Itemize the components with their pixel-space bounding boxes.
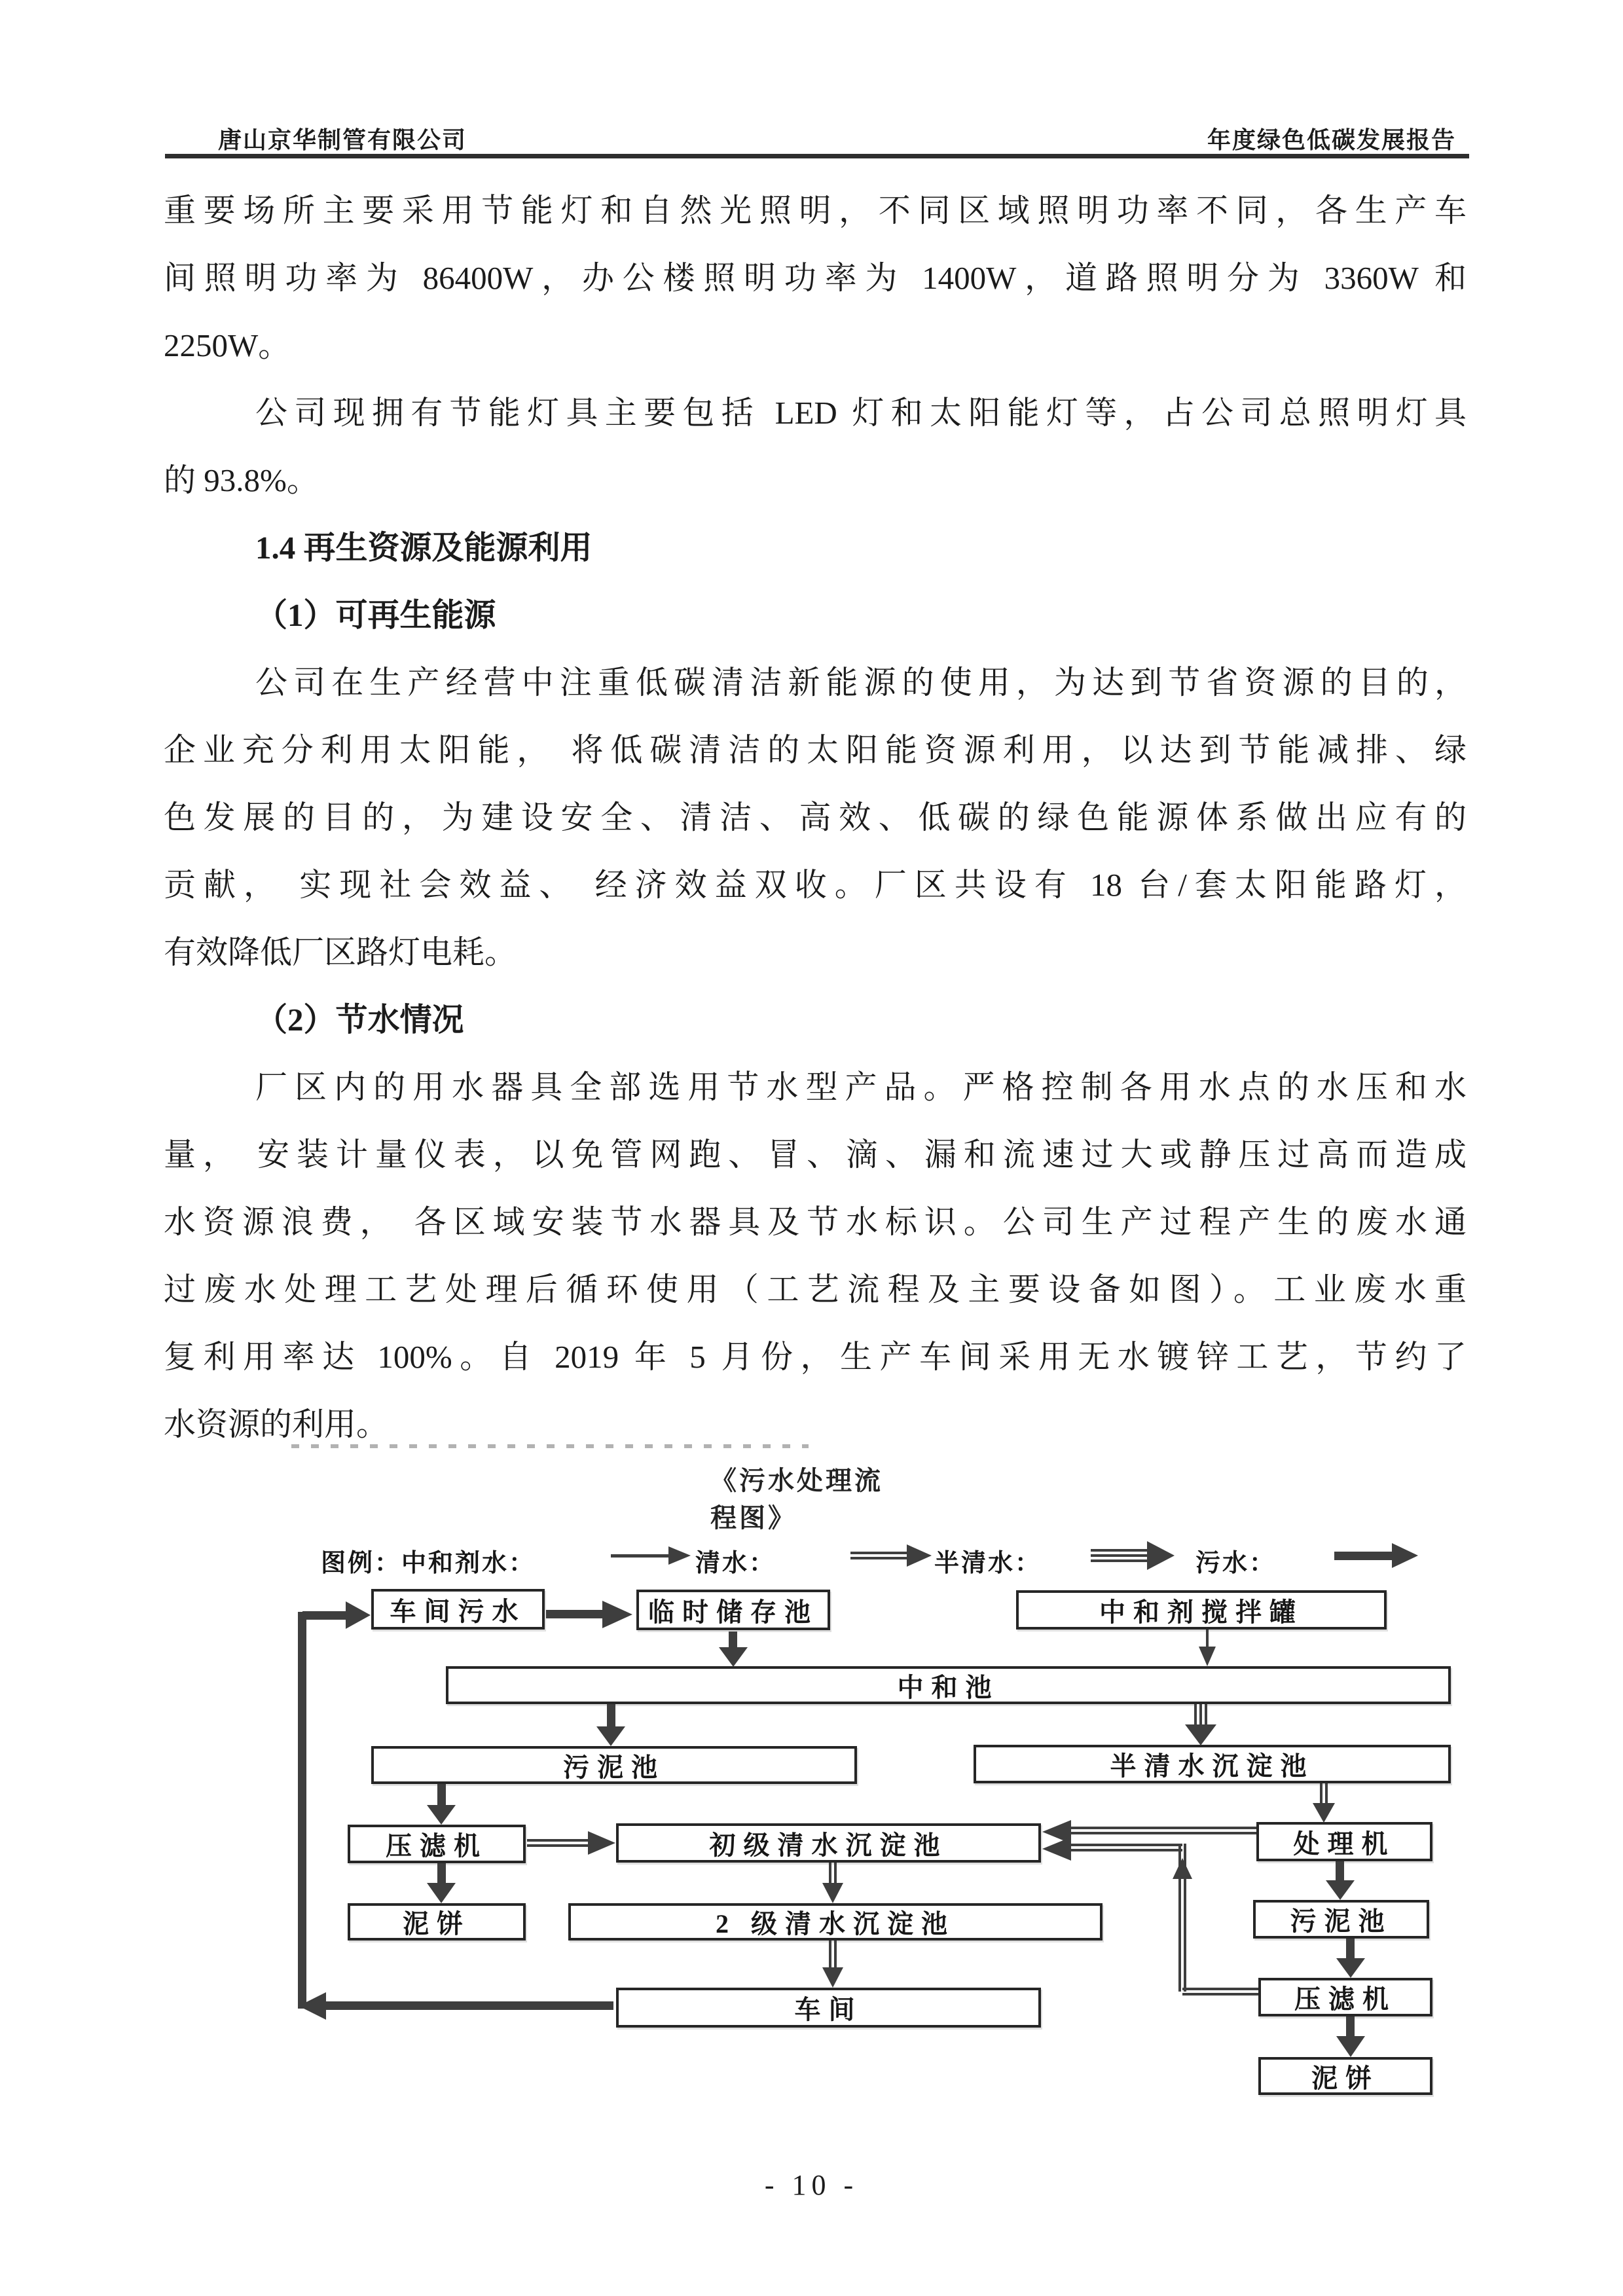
flow-arrow-press-to-mudcake-left xyxy=(427,1883,456,1903)
body-line: 量， 安装计量仪表，以免管网跑、冒、滴、漏和流速过大或静压过高而造成 xyxy=(164,1137,1467,1173)
legend-thin-arrow-icon xyxy=(611,1554,670,1558)
flow-arrow-secondary-to-workshop xyxy=(822,1967,843,1988)
legend-thin-arrow-icon xyxy=(668,1546,691,1565)
body-line: 复利用率达 100%。自 2019 年 5 月份，生产车间采用无水镀锌工艺，节约了 xyxy=(164,1339,1467,1375)
body-line: 厂区内的用水器具全部选用节水型产品。严格控制各用水点的水压和水 xyxy=(255,1069,1467,1105)
flow-box-semi-clear-sedimentation-pool: 半清水沉淀池 xyxy=(974,1745,1451,1783)
body-line: 色发展的目的，为建设安全、清洁、高效、低碳的绿色能源体系做出应有的 xyxy=(164,799,1467,835)
flow-box-secondary-clear-sedimentation-pool: 2 级清水沉淀池 xyxy=(568,1903,1103,1941)
flow-arrow-press-to-mudcake-left xyxy=(437,1863,446,1884)
flow-box-workshop: 车间 xyxy=(616,1988,1041,2028)
flow-arrow-storage-to-neutralization xyxy=(729,1631,737,1649)
body-line: 2250W。 xyxy=(164,327,291,363)
legend-double-arrow-icon xyxy=(850,1552,908,1559)
flow-arrow-press-to-mudcake-right xyxy=(1346,2016,1355,2037)
flow-box-sludge-pool-right: 污泥池 xyxy=(1253,1900,1429,1939)
body-line: 公司现拥有节能灯具主要包括 LED 灯和太阳能灯等，占公司总照明灯具 xyxy=(255,395,1467,431)
flow-arrow-pressright-to-primary xyxy=(1071,1844,1182,1851)
section-heading-1-4: 1.4 再生资源及能源利用 xyxy=(255,530,593,566)
flow-arrow-processor-to-primary xyxy=(1071,1827,1256,1834)
flow-arrow-pool-to-sludge xyxy=(607,1704,615,1728)
diagram-title: 《污水处理流程图》 xyxy=(710,1466,883,1533)
flow-arrow-pressright-to-primary xyxy=(1173,1858,1192,1879)
legend-striped-arrow-icon xyxy=(1091,1549,1148,1562)
flow-arrow-sewage-to-storage xyxy=(602,1601,632,1628)
flow-arrow-processor-to-sludge xyxy=(1336,1861,1344,1882)
page-number: - 10 - xyxy=(764,2169,859,2201)
flow-box-neutralizer-mixing-tank: 中和剂搅拌罐 xyxy=(1016,1590,1387,1630)
flow-arrow-primary-to-secondary xyxy=(829,1863,837,1884)
flow-box-processor: 处理机 xyxy=(1256,1822,1432,1861)
body-text xyxy=(164,177,1467,1458)
flow-arrow-recycle-loop xyxy=(325,2001,613,2010)
flow-arrow-semiclear-to-processor xyxy=(1320,1783,1328,1804)
body-line: 有效降低厂区路灯电耗。 xyxy=(164,934,517,970)
flow-box-workshop-sewage: 车间污水 xyxy=(371,1589,545,1630)
subsection-heading-water-saving: （2）节水情况 xyxy=(255,1002,464,1038)
flow-arrow-pool-to-semiclear xyxy=(1185,1724,1216,1745)
body-line: 公司在生产经营中注重低碳清洁新能源的使用，为达到节省资源的目的， xyxy=(255,665,1467,701)
flow-box-filter-press-left: 压滤机 xyxy=(348,1825,526,1863)
flow-arrow-neutralizer-to-pool xyxy=(1206,1630,1209,1648)
flow-box-mud-cake-right: 泥饼 xyxy=(1258,2057,1432,2095)
flow-arrow-sludgeright-to-press xyxy=(1346,1939,1355,1959)
header-rule xyxy=(165,154,1469,158)
body-line: 贡献， 实现社会效益、 经济效益双收。厂区共设有 18 台/套太阳能路灯， xyxy=(164,867,1467,903)
flow-arrow-recycle-loop xyxy=(302,1611,347,1620)
legend-label-neutralizer-water: 图例：中和剂水： xyxy=(321,1550,536,1577)
flow-arrow-press-to-mudcake-right xyxy=(1336,2036,1365,2057)
body-line: 间照明功率为 86400W，办公楼照明功率为 1400W，道路照明分为 3360W 和 xyxy=(164,260,1467,296)
legend-striped-arrow-icon xyxy=(1147,1541,1175,1570)
flow-arrow-sludge-to-press xyxy=(437,1784,446,1806)
body-line: 过废水处理工艺处理后循环使用（工艺流程及主要设备如图）。工业废水重 xyxy=(164,1271,1467,1307)
legend-label-semi-clear-water: 半清水： xyxy=(934,1550,1042,1577)
flow-box-neutralization-pool: 中和池 xyxy=(446,1666,1451,1704)
legend-thick-arrow-icon xyxy=(1392,1543,1418,1568)
flow-box-primary-clear-sedimentation-pool: 初级清水沉淀池 xyxy=(616,1823,1041,1863)
flow-arrow-neutralizer-to-pool xyxy=(1199,1647,1216,1666)
flow-arrow-recycle-loop xyxy=(346,1601,371,1629)
body-line: 重要场所主要采用节能灯和自然光照明，不同区域照明功率不同，各生产车 xyxy=(164,192,1467,228)
flow-arrow-processor-to-sludge xyxy=(1326,1880,1355,1900)
flow-arrow-pressright-to-primary xyxy=(1182,1988,1258,1995)
legend-label-clear-water: 清水： xyxy=(695,1550,776,1577)
body-line: 的 93.8%。 xyxy=(164,462,319,498)
flow-arrow-pool-to-semiclear xyxy=(1194,1704,1207,1726)
legend-double-arrow-icon xyxy=(907,1544,932,1567)
flow-arrow-pool-to-sludge xyxy=(596,1726,625,1746)
flow-arrow-recycle-loop xyxy=(298,1612,306,2009)
legend-thick-arrow-icon xyxy=(1334,1552,1393,1560)
flow-arrow-press-to-primary xyxy=(588,1831,615,1855)
flow-arrow-pressright-to-primary xyxy=(1042,1837,1071,1861)
flow-arrow-press-to-primary xyxy=(527,1839,588,1847)
flow-arrow-sludge-to-press xyxy=(427,1805,456,1825)
body-line: 水资源的利用。 xyxy=(164,1406,389,1442)
flow-arrow-sludgeright-to-press xyxy=(1336,1958,1365,1978)
flow-arrow-sewage-to-storage xyxy=(546,1610,604,1618)
flow-arrow-storage-to-neutralization xyxy=(719,1647,748,1667)
flow-arrow-recycle-loop xyxy=(299,1992,326,2020)
legend-label-sewage: 污水： xyxy=(1195,1550,1277,1577)
flow-box-filter-press-right: 压滤机 xyxy=(1258,1978,1432,2016)
subsection-heading-renewable: （1）可再生能源 xyxy=(255,597,496,633)
print-artifact xyxy=(291,1444,809,1448)
body-line: 水资源浪费， 各区域安装节水器具及节水标识。公司生产过程产生的废水通 xyxy=(164,1204,1467,1240)
header-company-name: 唐山京华制管有限公司 xyxy=(218,127,467,153)
flow-box-mud-cake-left: 泥饼 xyxy=(348,1903,526,1941)
flow-box-temp-storage-pool: 临时储存池 xyxy=(636,1590,830,1630)
body-line: 企业充分利用太阳能， 将低碳清洁的太阳能资源利用，以达到节能减排、绿 xyxy=(164,732,1467,768)
header-report-title: 年度绿色低碳发展报告 xyxy=(1207,127,1456,153)
flow-arrow-primary-to-secondary xyxy=(822,1883,843,1903)
flow-arrow-secondary-to-workshop xyxy=(829,1941,837,1969)
flow-arrow-semiclear-to-processor xyxy=(1313,1803,1335,1823)
flow-box-sludge-pool-left: 污泥池 xyxy=(371,1746,857,1784)
